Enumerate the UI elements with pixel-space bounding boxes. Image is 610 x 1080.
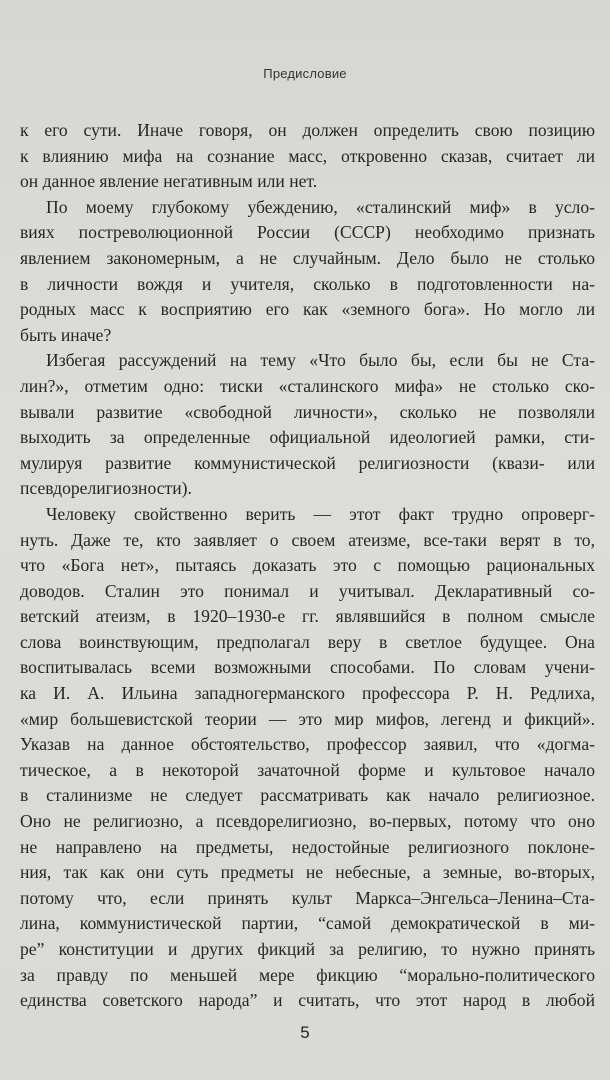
text-line: что «Бога нет», пытаясь доказать это с помощью рациональных (20, 555, 595, 576)
text-line: По моему глубокому убеждению, «сталинский миф» в усло- (46, 196, 595, 217)
text-line: виях постреволюционной России (СССР) необходимо признать (20, 222, 595, 243)
body-text (20, 118, 595, 1014)
text-line: слова воинствующим, предполагал веру в светлое будущее. Она (20, 631, 595, 652)
text-line: псевдорелигиозности). (20, 478, 192, 499)
text-line: в личности вождя и учителя, сколько в подготовленности на- (20, 273, 595, 294)
text-line: ка И. А. Ильина западногерманского профессора Р. Н. Редлиха, (20, 683, 595, 704)
text-line: воспитывалась всеми возможными способами. По словам учени- (20, 657, 595, 678)
running-header: Предисловие (263, 66, 347, 81)
text-line: родных масс к восприятию его как «земного бога». Но могло ли (20, 299, 595, 320)
text-line: за правду по меньшей мере фикцию “морально-политического (20, 964, 595, 985)
text-line: он данное явление негативным или нет. (20, 171, 318, 192)
text-line: быть иначе? (20, 324, 112, 345)
text-line: единства советского народа” и считать, что этот народ в любой (20, 990, 595, 1011)
text-line: лин?», отметим одно: тиски «сталинского мифа» не столько ско- (20, 375, 595, 396)
text-line: к влиянию мифа на сознание масс, откровенно сказав, считает ли (20, 145, 595, 166)
text-line: лина, коммунистической партии, “самой демократической в ми- (20, 913, 595, 934)
text-line: в сталинизме не следует рассматривать как начало религиозное. (20, 785, 595, 806)
text-line: ния, так как они суть предметы не небесные, а земные, во-вторых, (20, 862, 595, 883)
text-line: вывали развитие «свободной личности», сколько не позволяли (20, 401, 595, 422)
text-line: тическое, а в некоторой зачаточной форме и культовое начало (20, 759, 595, 780)
text-line: к его сути. Иначе говоря, он должен определить свою позицию (20, 120, 595, 140)
text-line: «мир большевистской теории — это мир мифов, легенд и фикций». (20, 708, 595, 729)
text-line: нуть. Даже те, кто заявляет о своем атеизме, все-таки верят в то, (20, 529, 595, 550)
text-line: ре” конституции и других фикций за религию, то нужно принять (20, 939, 595, 959)
page-number: 5 (300, 1023, 310, 1042)
text-line: явлением закономерным, а не случайным. Дело было не столько (20, 247, 595, 268)
text-line: Указав на данное обстоятельство, профессор заявил, что «догма- (20, 734, 595, 755)
text-line: выходить за определенные официальной идеологией рамки, сти- (20, 427, 595, 448)
text-line: доводов. Сталин это понимал и учитывал. Декларативный со- (20, 580, 595, 601)
text-line: потому что, если принять культ Маркса–Энгельса–Ленина–Ста- (20, 887, 595, 908)
text-line: Избегая рассуждений на тему «Что было бы, если бы не Ста- (46, 350, 595, 371)
text-line: мулируя развитие коммунистической религиозности (квази- или (20, 452, 595, 473)
text-line: Человеку свойственно верить — этот факт трудно опроверг- (46, 503, 595, 524)
text-line: не направлено на предметы, недостойные религиозного поклоне- (20, 836, 595, 857)
text-line: ветский атеизм, в 1920–1930-е гг. являвшийся в полном смысле (20, 606, 595, 627)
text-line: Оно не религиозно, а псевдорелигиозно, во-первых, потому что оно (20, 811, 595, 832)
